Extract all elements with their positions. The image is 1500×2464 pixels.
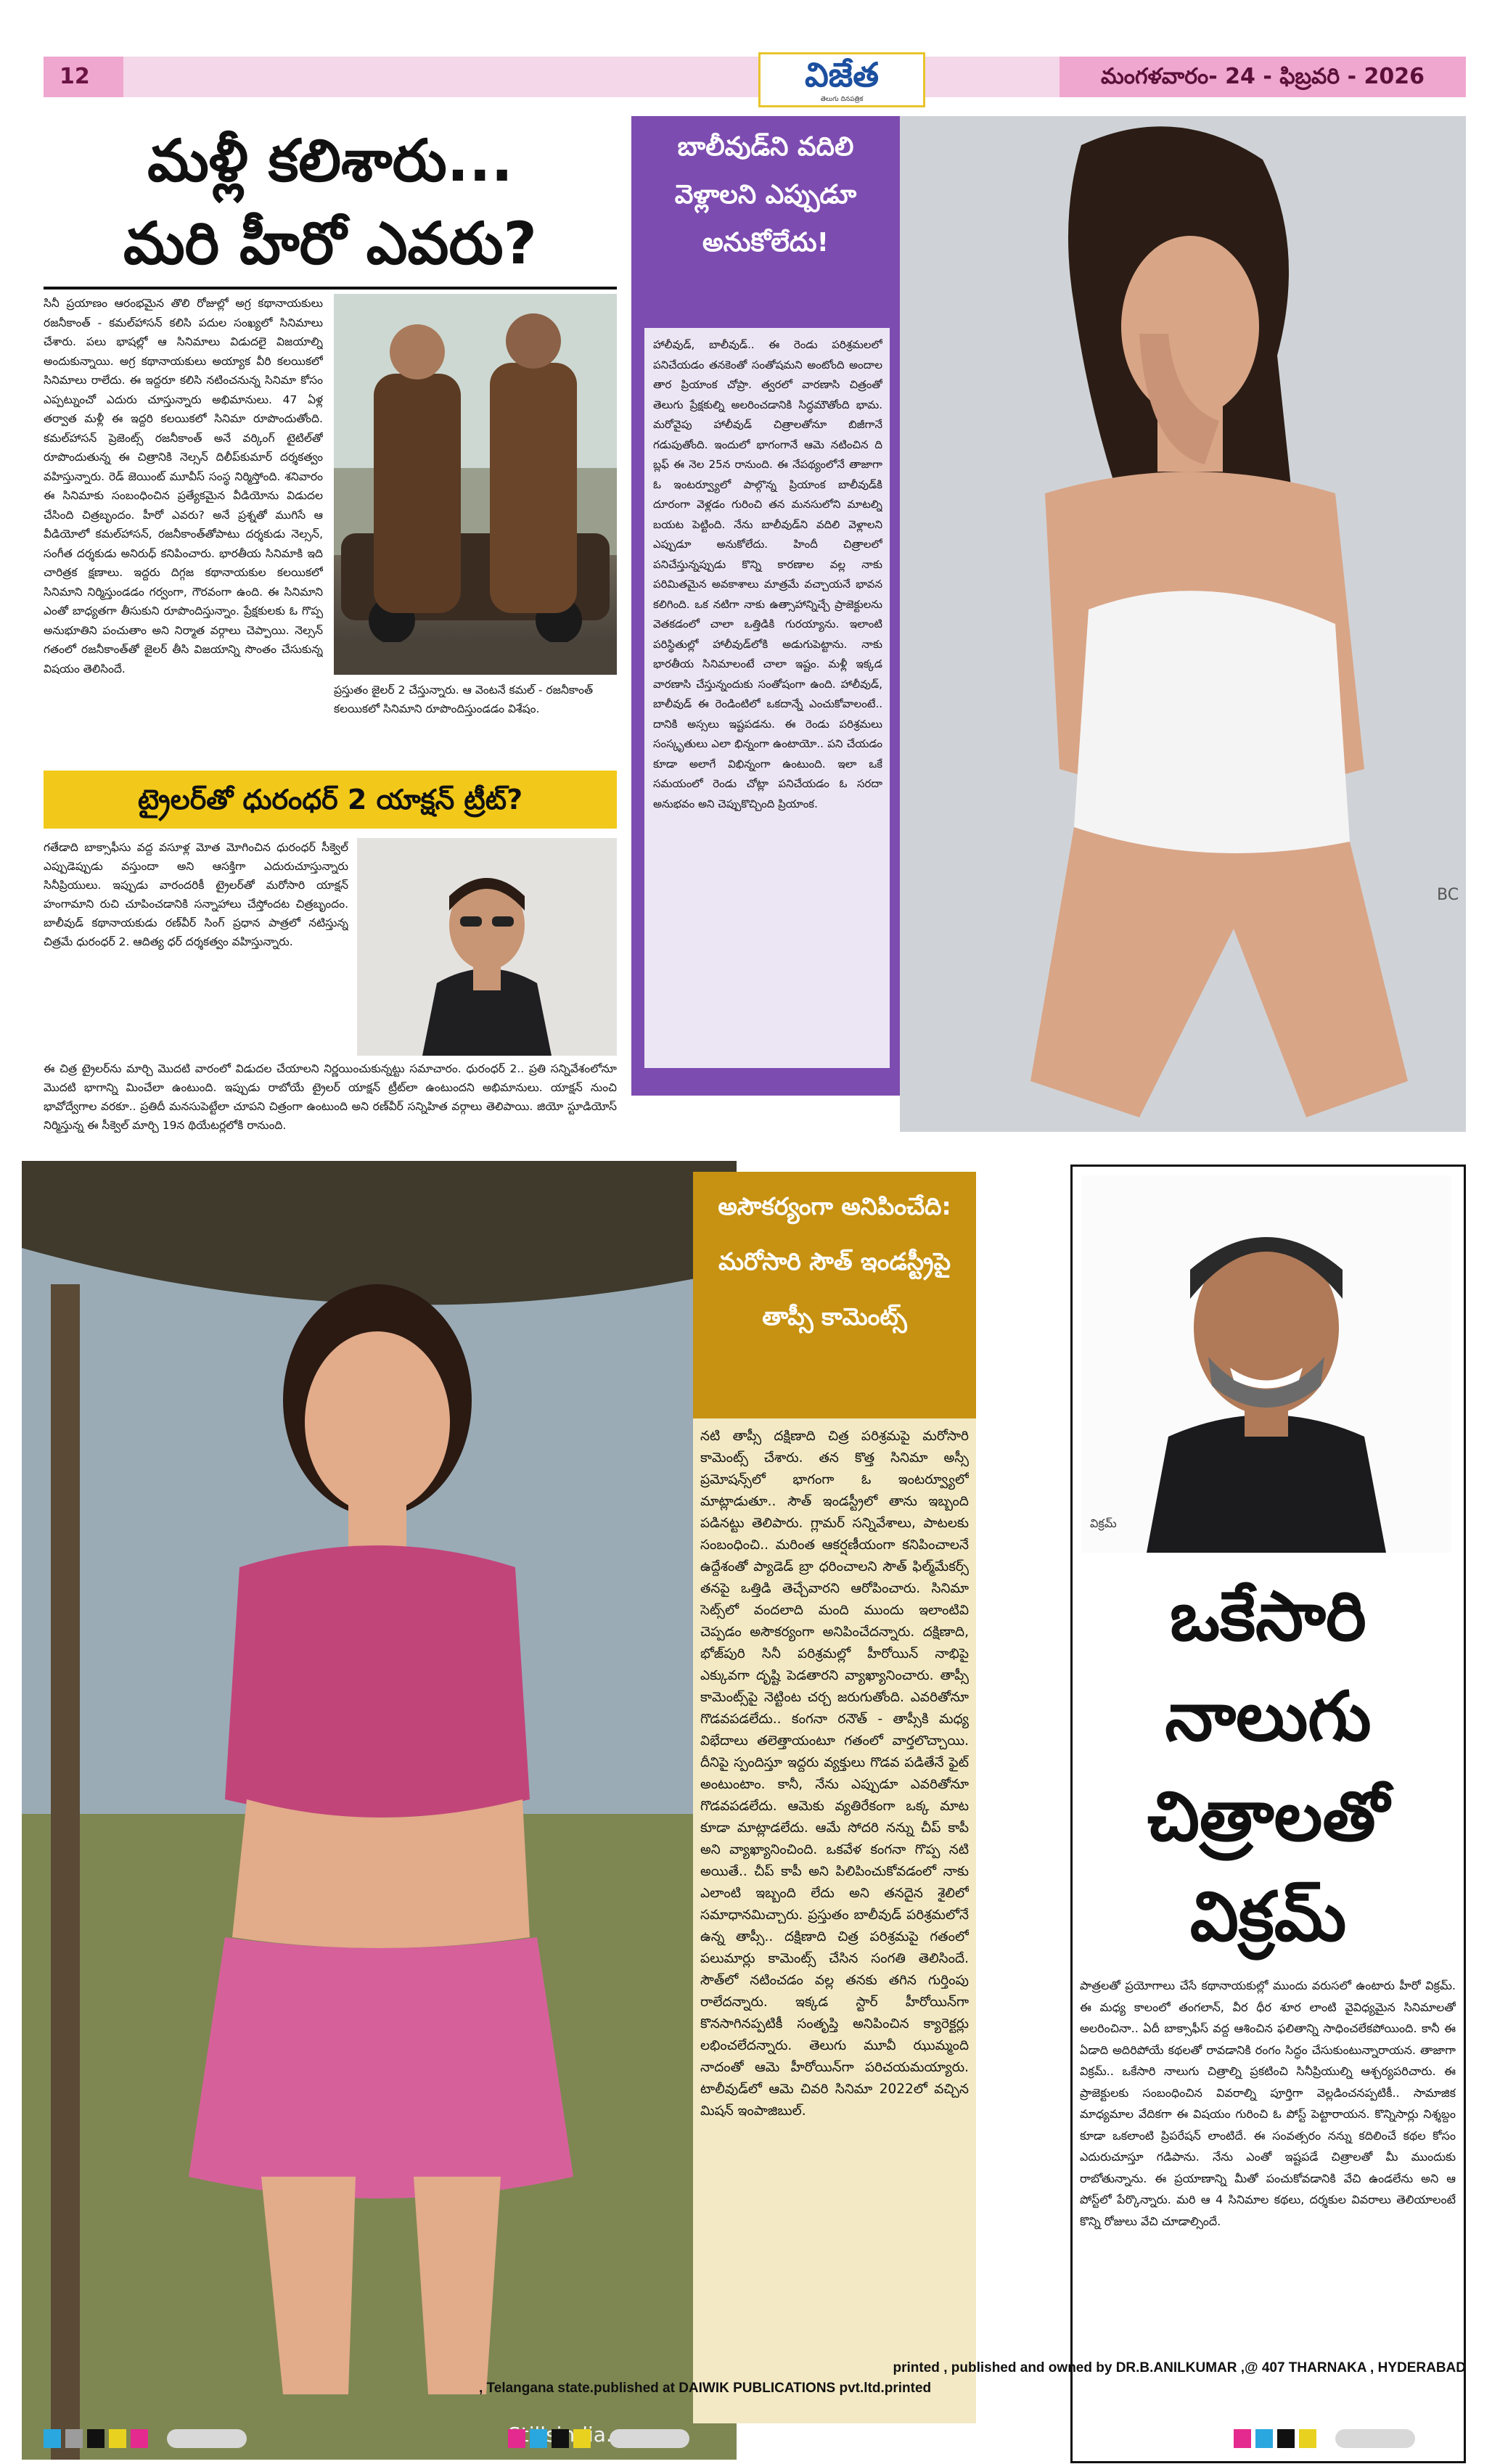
story3-photo xyxy=(900,116,1466,1132)
story2-headline: ట్రైలర్‌తో ధురంధర్ 2 యాక్షన్ ట్రీట్? xyxy=(44,771,617,829)
color-registration-marks-left xyxy=(44,2429,261,2448)
actress-outdoor-photo-illustration xyxy=(22,1161,737,2460)
issue-date: మంగళవారం- 24 - ఫిబ్రవరి - 2026 xyxy=(1060,57,1466,97)
story5-headline-line1: ఒకేసారి xyxy=(1170,1577,1366,1656)
actress-photo-illustration xyxy=(900,116,1466,1132)
story4-body: నటి తాప్సీ దక్షిణాది చిత్ర పరిశ్రమపై మరోసారి కామెంట్స్ చేశారు. తన కొత్త సినిమా అస్సీ ప్రమోషన్స్‌లో భాగంగా ఓ ఇంటర్వ్యూలో మాట్లాడుతూ.. సౌత్ ఇండస్ట్రీలో తాను ఇబ్బంది పడినట్టు తెలిపారు. గ్లామర్ సన్నివేశాలు, పాటలకు సంబంధించి.. మరింత ఆకర్షణీయంగా కనిపించాలనే ఉద్దేశంతో ప్యాడెడ్ బ్రా ధరించాలని సౌత్ ఫిల్మ్‌మేకర్స్ తనపై ఒత్తిడి తెచ్చేవారని ఆరోపించారు. సినిమా సెట్స్‌లో వందలాది మంది ముందు ఇలాంటివి చెప్పడం అసౌకర్యంగా అనిపించేదన్నారు. దక్షిణాది, భోజ్‌పురి సినీ పరిశ్రమల్లో హీరోయిన్ నాభిపై ఎక్కువగా దృష్టి పెడతారని వ్యాఖ్యానించారు. తాప్సీ కామెంట్స్‌పై నెట్టింట చర్చ జరుగుతోంది. ఎవరితోనూ గొడవపడలేదు.. కంగనా రనౌత్ - తాప్సీకి మధ్య విభేదాలు తలెత్తాయంటూ గతంలో వార్తలొచ్చాయి. దీనిపై స్పందిస్తూ ఇద్దరు వ్యక్తులు గొడవ పడితేనే ఫైట్ అంటుంటాం. కానీ, నేను ఎప్పుడూ ఎవరితోనూ గొడవపడలేదు. ఆమెకు వ్యతిరేకంగా ఒక్క మాట కూడా మాట్లాడలేదు. ఆమే సోదరి నన్ను చీప్ కాపీ అని వ్యాఖ్యానించింది. ఒకవేళ కంగనా గొప్ప నటి అయితే.. చీప్ కాపీ అని పిలిపించుకోవడంలో నాకు ఎలాంటి ఇబ్బంది లేదు అని తనదైన శైలిలో సమాధానమిచ్చారు. ప్రస్తుతం బాలీవుడ్ పరిశ్రమలోనే ఉన్న తాప్సీ.. దక్షిణాది చిత్ర పరిశ్రమపై గతంలో పలుమార్లు కామెంట్స్ చేసిన సంగతి తెలిసిందే. సౌత్‌లో నటించడం వల్ల తనకు తగిన గుర్తింపు రాలేదన్నారు. ఇక్కడ స్టార్ హీరోయిన్‌గా కొనసాగినప్పటికీ సంతృప్తి అనిపించిన క్యారెక్టర్లు లభించలేదన్నారు. తెలుగు మూవీ ఝుమ్మంది నాదంతో ఆమె హీరోయిన్‌గా పరిచయమయ్యారు. టాలీవుడ్‌లో ఆమె చివరి సినిమా 2022లో వచ్చిన మిషన్ ఇంపాజిబుల్. xyxy=(700,1429,969,2119)
story1-headline xyxy=(44,120,617,285)
newspaper-logo xyxy=(758,52,925,107)
story2-photo xyxy=(357,838,617,1056)
story1-headline-line1: మళ్లీ కలిశారు... xyxy=(147,127,513,194)
story4-headline: అసౌకర్యంగా అనిపించేది: మరోసారి సౌత్ ఇండస్ట్రీపై తాప్సీ కామెంట్స్ xyxy=(718,1192,951,1331)
story5-headline-line4: విక్రమ్ xyxy=(1189,1878,1347,1957)
story4-photo xyxy=(22,1161,737,2460)
page-number: 12 xyxy=(44,57,123,97)
actor-portrait-illustration xyxy=(357,838,617,1056)
color-registration-marks-center xyxy=(508,2429,798,2448)
story1-photo xyxy=(334,294,617,675)
photo-watermark: BC xyxy=(1437,886,1459,904)
story5-body: పాత్రలతో ప్రయోగాలు చేసే కథానాయకుల్లో ముందు వరుసలో ఉంటారు హీరో విక్రమ్. ఈ మధ్య కాలంలో తంగలాన్, వీర ధీర శూర లాంటి వైవిధ్యమైన సినిమాలతో అలరించినా.. ఏదీ బాక్సాఫీస్ వద్ద ఆశించిన ఫలితాన్ని సాధించలేకపోయింది. కానీ ఈ ఏడాది అదిరిపోయే కథలతో రావడానికి రంగం సిద్ధం చేసుకుంటున్నారాయన. తాజాగా విక్రమ్.. ఒకేసారి నాలుగు చిత్రాల్ని ప్రకటించి సినీప్రియుల్ని ఆశ్చర్యపరిచారు. ఈ ప్రాజెక్టులకు సంబంధించిన వివరాల్ని పూర్తిగా వెల్లడించనప్పటికీ.. సామాజిక మాధ్యమాల వేదికగా ఈ విషయం గురించి ఓ పోస్ట్ పెట్టారాయన. కొన్నిసార్లు నిశ్శబ్దం కూడా ఒకలాంటి ప్రిపరేషన్ లాంటిదే. ఈ సంవత్సరం నన్ను కదిలించే కథల కోసం ఎదురుచూస్తూ గడిపాను. నేను ఎంతో ఇష్టపడే చిత్రాలతో మీ ముందుకు రాబోతున్నాను. ఈ ప్రయాణాన్ని మీతో పంచుకోవడానికి వేచి ఉండలేను అని ఆ పోస్ట్‌లో పేర్కొన్నారు. మరి ఆ 4 సినిమాల కథలు, దర్శకుల వివరాలు తెలియాలంటే కొన్ని రోజులు వేచి చూడాల్సిందే. xyxy=(1080,1979,1456,2228)
photo-credit: విక్రమ్ xyxy=(1090,1516,1117,1530)
actors-photo-illustration xyxy=(334,294,617,675)
story1-headline-line2: మరి హీరో ఎవరు? xyxy=(123,210,537,277)
story5-headline-line2: నాలుగు xyxy=(1165,1677,1372,1757)
story3-body: హాలీవుడ్, బాలీవుడ్.. ఈ రెండు పరిశ్రమలలో పనిచేయడం తనకెంతో సంతోషమని అంటోంది అందాల తార ప్రియాంక చోప్రా. త్వరలో వారణాసి చిత్రంతో తెలుగు ప్రేక్షకుల్ని అలరించడానికి సిద్ధమౌతోంది భామ. మరోవైపు హాలీవుడ్ చిత్రాలతోనూ బిజీగానే గడుపుతోంది. ఇందులో భాగంగానే ఆమె నటించిన ది బ్లఫ్ ఈ నెల 25న రానుంది. ఈ నేపథ్యంలోనే తాజాగా ఓ ఇంటర్వ్యూలో పాల్గొన్న ప్రియాంక బాలీవుడ్‌కి దూరంగా వెళ్లడం గురించి తన మనసులోని మాటల్ని బయట పెట్టింది. నేను బాలీవుడ్‌ని వదిలి వెళ్లాలని ఎప్పుడూ అనుకోలేదు. హిందీ చిత్రాలలో పనిచేస్తున్నప్పుడు కొన్ని కారణాల వల్ల నాకు పరిమితమైన అవకాశాలు మాత్రమే వచ్చాయనే భావన కలిగింది. ఒక నటిగా నాకు ఉత్సాహాన్నిచ్చే ప్రాజెక్టులను వెతకడంలో చాలా ఒత్తిడికి గురయ్యాను. ఇలాంటి పరిస్థితుల్లో హాలీవుడ్‌లోకి అడుగుపెట్టాను. నాకు భారతీయ సినిమాలంటే చాలా ఇష్టం. మళ్లీ ఇక్కడ వారణాసి చేస్తున్నందుకు సంతోషంగా ఉంది. హాలీవుడ్, బాలీవుడ్ ఈ రెండింటిలో ఒకదాన్నే ఎంచుకోవాలంటే.. దానికి అస్సలు ఇష్టపడను. ఈ రెండు పరిశ్రమలు సంస్కృతులు ఎలా భిన్నంగా ఉంటాయో.. పని చేయడం కూడా అలాగే విభిన్నంగా ఉంటుంది. ఇలా ఒకే సమయంలో రెండు చోట్లా పనిచేయడం ఓ సరదా అనుభవం అని చెప్పుకొచ్చింది ప్రియాంక. xyxy=(653,338,882,810)
story3-headline: బాలీవుడ్‌ని వదిలి వెళ్లాలని ఎప్పుడూ అనుకోలేదు! xyxy=(674,132,857,258)
imprint-line2: , Telangana state.published at DAIWIK PUBLICATIONS pvt.ltd.printed xyxy=(479,2381,932,2396)
story2-body: గతేడాది బాక్సాఫీసు వద్ద వసూళ్ల మోత మోగించిన ధురంధర్ సీక్వెల్ ఎప్పుడెప్పుడు వస్తుందా అని ఆసక్తిగా ఎదురుచూస్తున్నారు సినీప్రియులు. ఇప్పుడు వారందరికీ ట్రైలర్‌తో మరోసారి యాక్షన్ హంగామాని రుచి చూపించడానికి సన్నాహాలు చేస్తోందట చిత్రబృందం. బాలీవుడ్ కథానాయకుడు రణ్‌వీర్ సింగ్ ప్రధాన పాత్రలో నటిస్తున్న చిత్రమే ధురంధర్ 2. ఆదిత్య ధర్ దర్శకత్వం వహిస్తున్నారు. xyxy=(44,841,348,948)
story5-headline xyxy=(1074,1567,1462,1968)
story1-caption: ప్రస్తుతం జైలర్ 2 చేస్తున్నారు. ఆ వెంటనే కమల్ - రజనీకాంత్ కలయికలో సినిమాని రూపొందిస్తుండడం విశేషం. xyxy=(334,683,594,715)
divider xyxy=(44,287,617,289)
logo-text: విజేత xyxy=(804,55,880,94)
color-registration-marks-right xyxy=(1234,2429,1466,2448)
actor-smiling-illustration xyxy=(1081,1175,1451,1553)
story5-headline-line3: చిత్రాలతో xyxy=(1147,1778,1390,1857)
story2-body-continued: ఈ చిత్ర ట్రైలర్‌ను మార్చి మొదటి వారంలో విడుదల చేయాలని నిర్ణయించుకున్నట్టు సమాచారం. ధురంధర్ 2.. ప్రతి సన్నివేశంలోనూ మొదటి భాగాన్ని మించేలా ఉంటుంది. ఇప్పుడు రాబోయే ట్రైలర్ యాక్షన్ ట్రీట్‌లా ఉంటుందని అభిమానులు. యాక్షన్ నుంచి భావోద్వేగాల వరకూ.. ప్రతిదీ మనసుపెట్టేలా చూపని చిత్రంగా ఉంటుంది అని రణ్‌వీర్ సన్నిహిత వర్గాలు తెలిపాయి. జియో స్టూడియోస్ నిర్మిస్తున్న ఈ సీక్వెల్ మార్చి 19న థియేటర్లలోకి రానుంది. xyxy=(44,1062,617,1132)
logo-tagline: తెలుగు దినపత్రిక xyxy=(820,96,864,103)
imprint-line1: printed , published and owned by DR.B.ANILKUMAR ,@ 407 THARNAKA , HYDERABAD xyxy=(893,2360,1466,2375)
story5-photo xyxy=(1081,1175,1451,1553)
story1-body: సినీ ప్రయాణం ఆరంభమైన తొలి రోజుల్లో అగ్ర కథానాయకులు రజనీకాంత్ - కమల్‌హాసన్ కలిసి పదుల సంఖ్యలో సినిమాలు చేశారు. పలు భాషల్లో ఆ సినిమాలు విడుదలై విజయాల్ని అందుకున్నాయి. అగ్ర కథానాయకులు అయ్యాక వీరి కలయికలో సినిమాలు రాలేదు. ఈ ఇద్దరూ కలిసి నటించనున్న సినిమా కోసం ఎప్పట్నుంచో ఎదురు చూస్తున్నారు అభిమానులు. 47 ఏళ్ల తర్వాత మళ్లీ ఈ ఇద్దరి కలయికలో సినిమా రూపొందుతోంది. కమల్‌హాసన్ ప్రెజెంట్స్ రజనీకాంత్ అనే వర్కింగ్ టైటిల్‌తో రూపొందుతున్న ఈ చిత్రానికి నెల్సన్ దిలీప్‌కుమార్ దర్శకత్వం వహిస్తున్నారు. రెడ్ జెయింట్ మూవీస్ సంస్థ నిర్మిస్తోంది. శనివారం ఈ సినిమాకు సంబంధించిన ప్రత్యేకమైన వీడియోను విడుదల చేసింది చిత్రబృందం. హీరో ఎవరు? అనే ప్రశ్నతో ముగిసే ఆ వీడియోలో కమల్‌హాసన్, రజనీకాంత్‌తోపాటు దర్శకుడు నెల్సన్, సంగీత దర్శకుడు అనిరుధ్ కనిపించారు. భారతీయ సినిమాకి ఇది చారిత్రక క్షణాలు. ఇద్దరు దిగ్గజ కథానాయకుల కలయికలో సినిమాని నిర్మిస్తుండడం గర్వంగా, గౌరవంగా ఉంది. ఈ సినిమాని ఎంతో బాధ్యతగా తీసుకుని రూపొందిస్తున్నాం. ప్రేక్షకులకు ఓ గొప్ప అనుభూతిని పంచుతాం అని నిర్మాత వర్గాలు చెప్పాయి. నెల్సన్ గతంలో రజనీకాంత్‌తో జైలర్ తీసి విజయాన్ని సొంతం చేసుకున్న విషయం తెలిసిందే. xyxy=(44,297,323,675)
